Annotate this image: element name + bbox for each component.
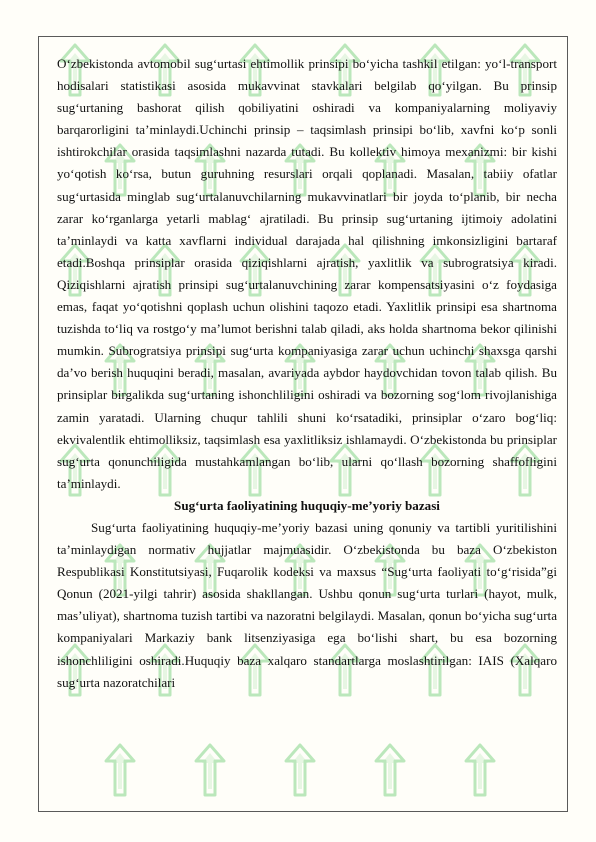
- section-heading: Sug‘urta faoliyatining huquqiy-me’yoriy bazasi: [174, 497, 440, 513]
- document-body: [57, 53, 557, 694]
- body-paragraph-1: O‘zbekistonda avtomobil sug‘urtasi ehtimollik prinsipi bo‘yicha tashkil etilgan: yo‘l-transport hodisalari statistikasi asosida mukavvinat stavkalari belgilab qo‘yilgan. Bu prinsip sug‘urtaning bashorat qilish qobiliyatini oshiradi va kompaniyalarning moliyaviy barqarorligini ta’minlaydi.Uchinchi prinsip – taqsimlash prinsipi bo‘lib, xavfni ko‘p sonli ishtirokchilar orasida taqsimlashni nazarda tutadi. Bu kollektiv himoya mexanizmi: bir kishi yo‘qotish ko‘rsa, butun guruhning resurslari orqali qoplanadi. Masalan, tabiiy ofatlar sug‘urtasida minglab sug‘urtalanuvchilarning mukavvinatlari bir joyda to‘planib, bir necha zarar ko‘rganlarga yetarli mablag‘ ajratiladi. Bu prinsip sug‘urtaning ijtimoiy adolatini ta’minlaydi va katta xavflarni individual darajada hal qilishning imkonsizligini bartaraf etadi.Boshqa prinsiplar orasida qiziqishlarni ajratish, yaxlitlik va subrogratsiya kiradi. Qiziqishlarni ajratish prinsipi sug‘urtalanuvchining zarar kompensatsiyasini o‘z foydasiga emas, faqat yo‘qotishni qoplash uchun olishini taqozo etadi. Yaxlitlik prinsipi esa shartnoma tuzishda to‘liq va rostgo‘y ma’lumot berishni talab qiladi, aks holda shartnoma bekor qilinishi mumkin. Subrogratsiya prinsipi sug‘urta kompaniyasiga zarar uchun uchinchi shaxsga qarshi da’vo berish huquqini beradi, masalan, avariyada aybdor haydovchidan tovon talab qilish. Bu prinsiplar birgalikda sug‘urtaning ishonchliligini oshiradi va bozorning sog‘lom rivojlanishiga zamin yaratadi. Ularning chuqur tahlili shuni ko‘rsatadiki, prinsiplar o‘zaro bog‘liq: ekvivalentlik ehtimolliksiz, taqsimlash esa yaxlitliksiz ishlamaydi. O‘zbekistonda bu prinsiplar sug‘urta qonunchiligida mustahkamlangan bo‘lib, ularni qo‘llash bozorning shaffofligini ta’minlaydi.: [57, 56, 557, 491]
- body-paragraph-2: Sug‘urta faoliyatining huquqiy-me’yoriy bazasi uning qonuniy va tartibli yuritilishini ta’minlaydigan normativ hujjatlar majmuasidir. O‘zbekistonda bu baza O‘zbekiston Respublikasi Konstitutsiyasi, Fuqarolik kodeksi va maxsus “Sug‘urta faoliyati to‘g‘risida”gi Qonun (2021-yilgi tahrir) asosida shakllangan. Ushbu qonun sug‘urta turlari (hayot, mulk, mas’uliyat), shartnoma tuzish tartibi va nazoratni belgilaydi. Masalan, qonun bo‘yicha sug‘urta kompaniyalari Markaziy bank litsenziyasiga ega bo‘lishi shart, bu esa bozorning ishonchliligini oshiradi.Huquqiy baza xalqaro standartlarga moslashtirilgan: IAIS (Xalqaro sug‘urta nazoratchilari: [57, 519, 557, 690]
